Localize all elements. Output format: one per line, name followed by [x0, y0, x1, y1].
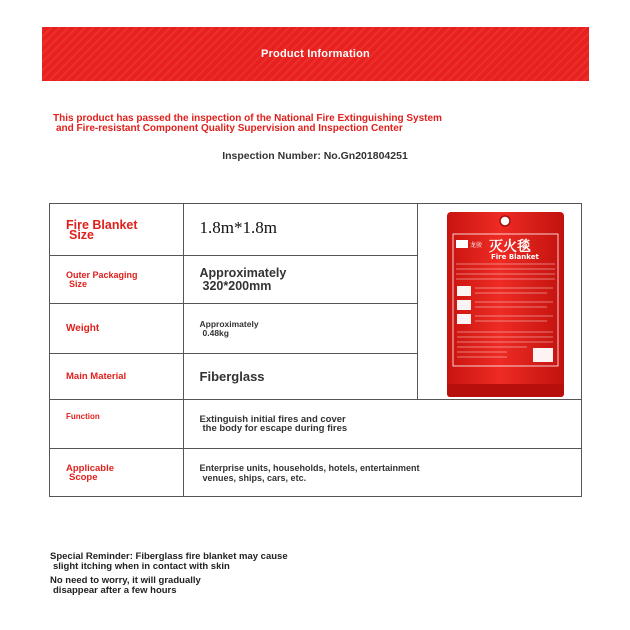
weight-value: Approximately 0.48kg [183, 304, 418, 354]
product-information-banner [42, 27, 589, 81]
notice-line-1: This product has passed the inspection of the National Fire Extinguishing System [53, 113, 442, 124]
spec-row-size [50, 204, 582, 256]
reminder-line-3: No need to worry, it will gradually [50, 575, 201, 586]
outer-packaging-label: Outer Packaging Size [50, 256, 184, 304]
material-value: Fiberglass [183, 354, 418, 400]
product-image-cell [418, 204, 582, 400]
reminder-line-2: slight itching when in contact with skin [53, 560, 230, 572]
function-value: Extinguish initial fires and cover the body for escape during fires [183, 400, 581, 449]
size-label: Fire Blanket Size [50, 204, 184, 256]
fire-blanket-bag-image [447, 212, 564, 397]
scope-label: Applicable Scope [50, 449, 184, 497]
bag-english-title: Fire Blanket [491, 253, 539, 261]
bag-chinese-title: 灭火毯 [489, 239, 532, 255]
spec-row-scope [50, 449, 582, 497]
reminder-line-4: disappear after a few hours [53, 584, 177, 596]
spec-row-function [50, 400, 582, 449]
reminder-line-1: Special Reminder: Fiberglass fire blanket may cause [50, 551, 288, 562]
banner-title: Product Information [261, 48, 370, 60]
svg-text:龙骏: 龙骏 [470, 242, 483, 249]
spec-table [49, 203, 582, 497]
material-label: Main Material [50, 354, 184, 400]
notice-line-2: and Fire-resistant Component Quality Supervision and Inspection Center [56, 123, 403, 134]
inspection-notice [53, 114, 442, 134]
scope-value: Enterprise units, households, hotels, entertainment venues, ships, cars, etc. [183, 449, 581, 497]
inspection-number: Inspection Number: No.Gn201804251 [222, 150, 408, 162]
special-reminder [50, 552, 288, 595]
function-label: Function [50, 400, 184, 449]
outer-packaging-value: Approximately 320*200mm [183, 256, 418, 304]
weight-label: Weight [50, 304, 184, 354]
size-value: 1.8m*1.8m [183, 204, 418, 256]
